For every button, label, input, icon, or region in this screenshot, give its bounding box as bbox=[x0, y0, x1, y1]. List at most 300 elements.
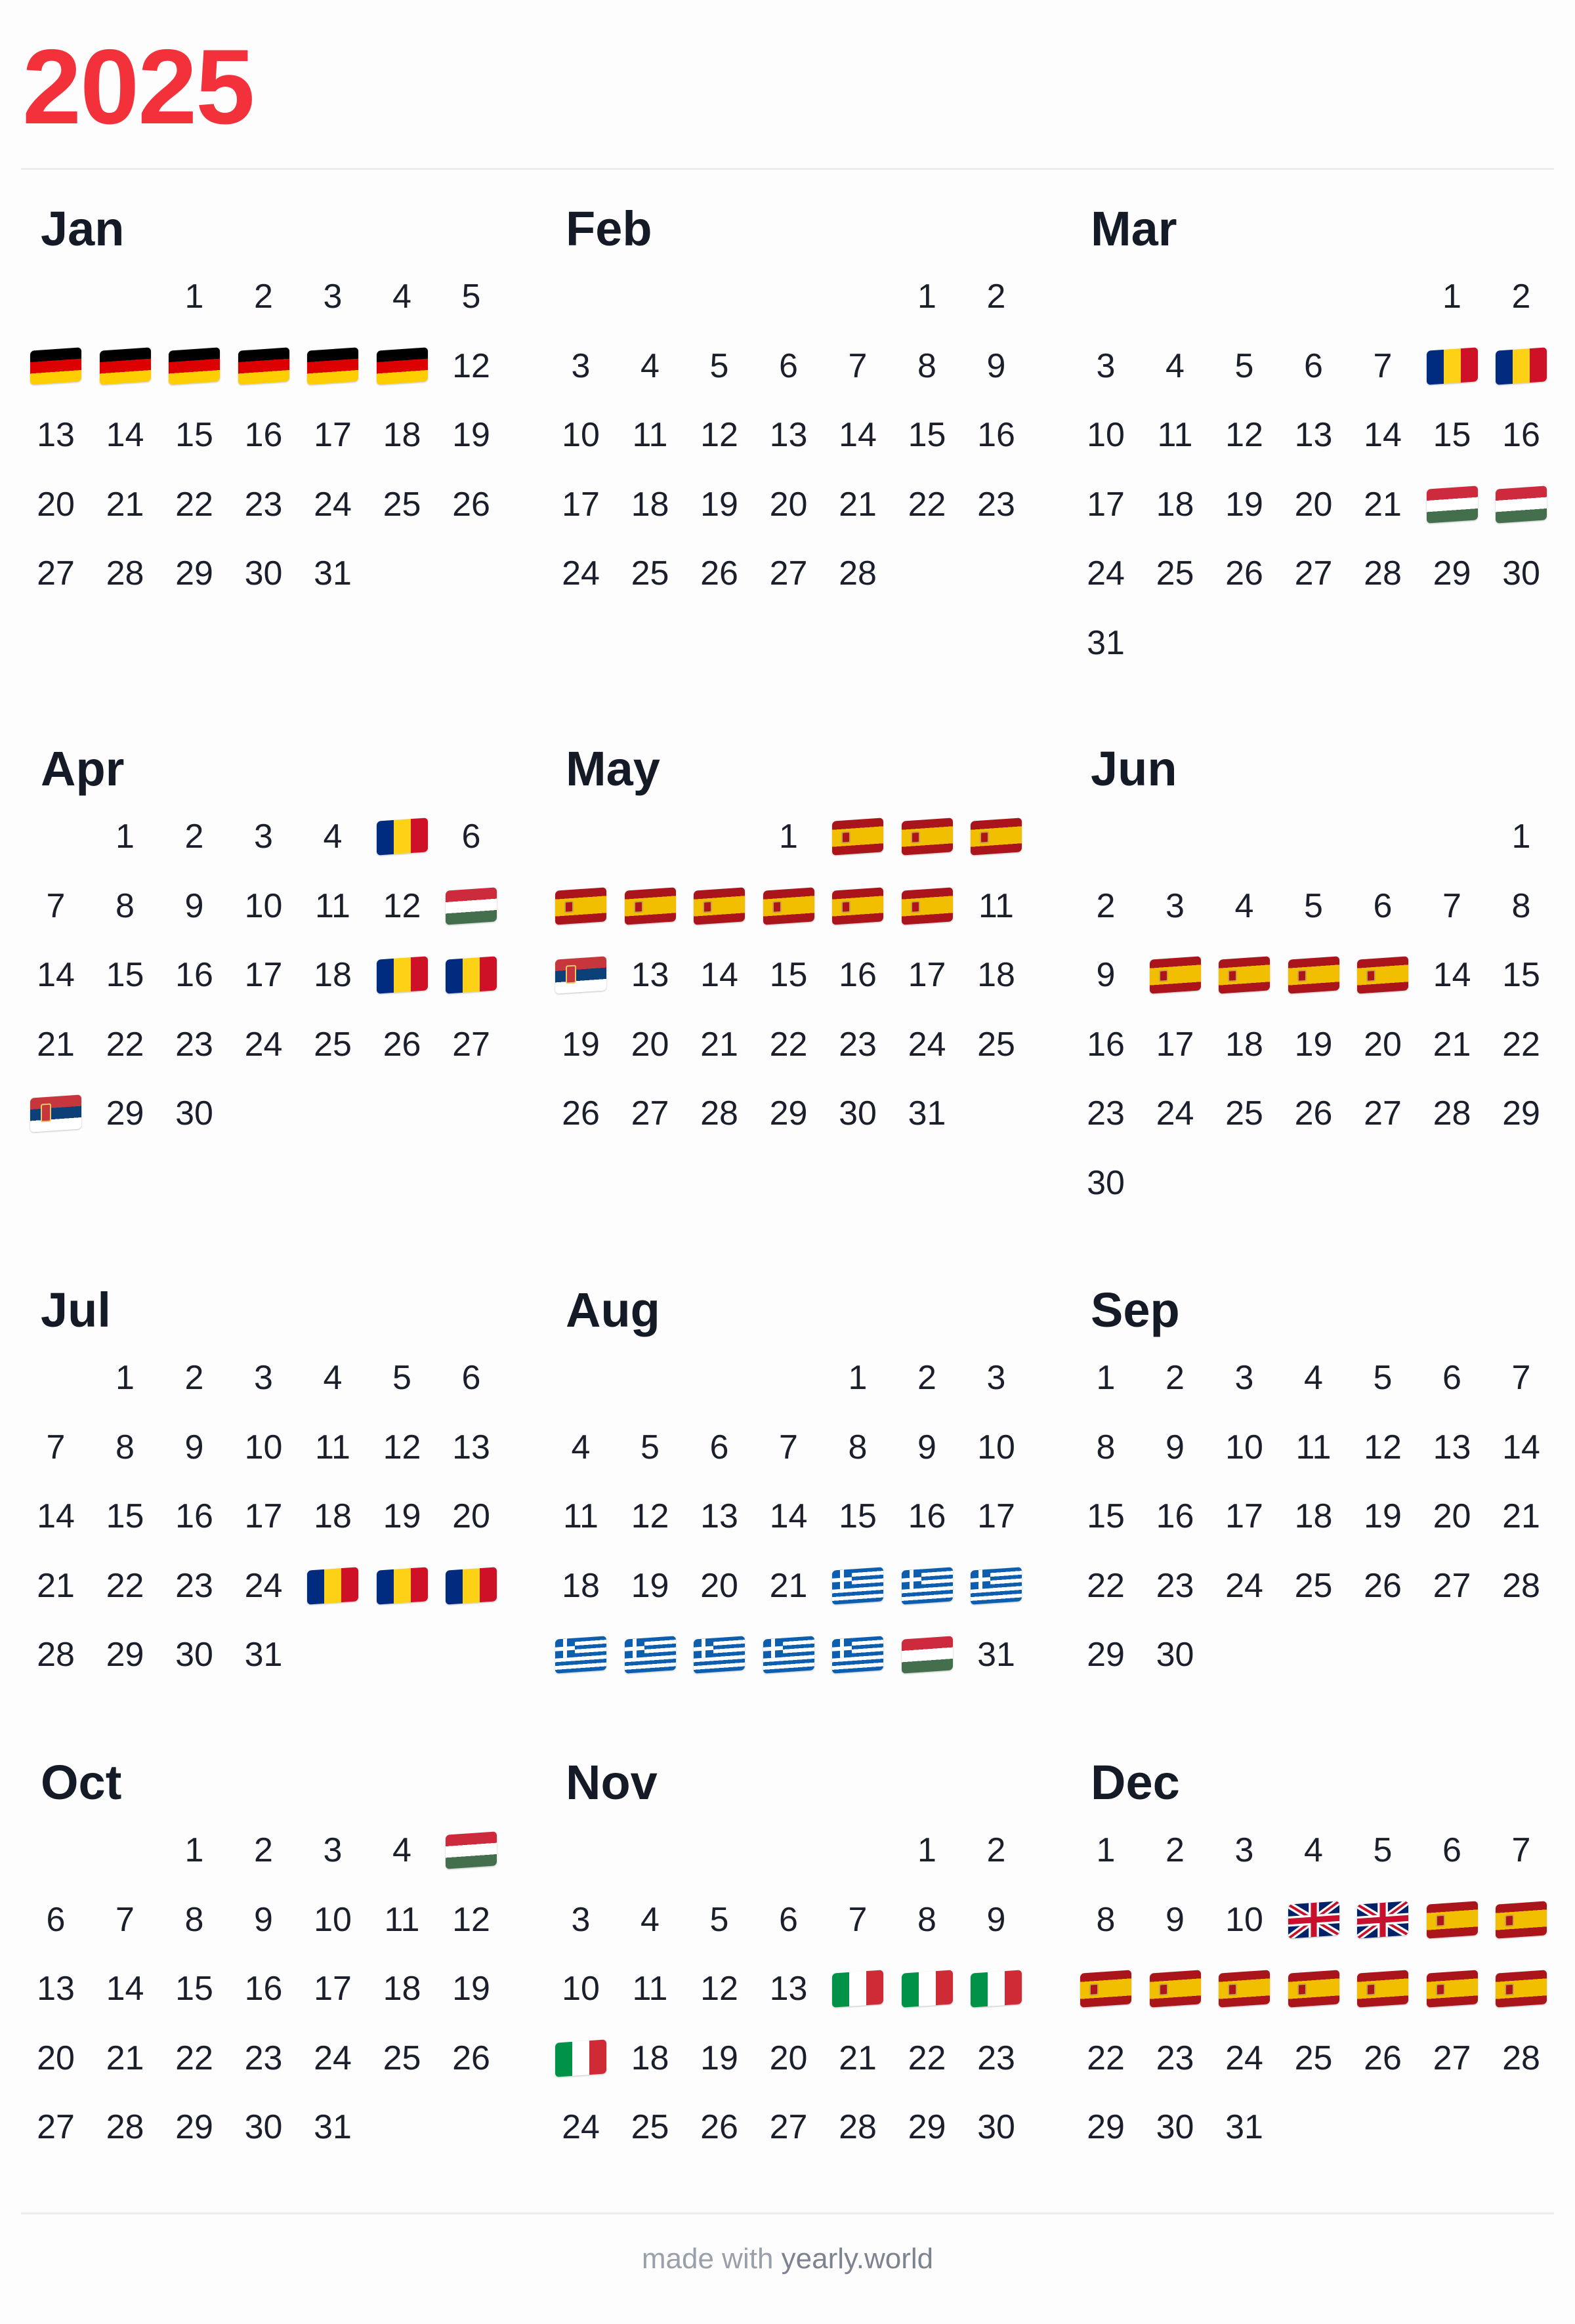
day-cell[interactable] bbox=[160, 340, 228, 392]
day-cell[interactable] bbox=[1487, 270, 1555, 323]
day-cell[interactable] bbox=[1141, 1490, 1209, 1543]
day-cell[interactable] bbox=[299, 1490, 367, 1543]
day-cell[interactable] bbox=[22, 1629, 90, 1681]
day-cell[interactable] bbox=[91, 1490, 159, 1543]
day-cell[interactable] bbox=[962, 2032, 1030, 2085]
day-cell[interactable] bbox=[368, 1560, 436, 1612]
day-cell[interactable] bbox=[368, 1490, 436, 1543]
day-cell[interactable] bbox=[1072, 1560, 1140, 1612]
day-cell[interactable] bbox=[299, 409, 367, 461]
day-cell[interactable] bbox=[230, 1352, 298, 1404]
day-cell[interactable] bbox=[685, 1490, 753, 1543]
day-cell[interactable] bbox=[824, 1629, 892, 1681]
day-cell[interactable] bbox=[685, 880, 753, 932]
day-cell[interactable] bbox=[1487, 1824, 1555, 1877]
day-cell[interactable] bbox=[299, 2032, 367, 2085]
day-cell[interactable] bbox=[893, 1352, 961, 1404]
day-cell[interactable] bbox=[962, 1018, 1030, 1071]
day-cell[interactable] bbox=[616, 478, 684, 531]
day-cell[interactable] bbox=[1349, 547, 1417, 600]
day-cell[interactable] bbox=[893, 1490, 961, 1543]
day-cell[interactable] bbox=[1487, 1018, 1555, 1071]
day-cell[interactable] bbox=[893, 270, 961, 323]
day-cell[interactable] bbox=[1141, 1560, 1209, 1612]
day-cell[interactable] bbox=[299, 1018, 367, 1071]
day-cell[interactable] bbox=[437, 409, 505, 461]
day-cell[interactable] bbox=[160, 1560, 228, 1612]
day-cell[interactable] bbox=[962, 880, 1030, 932]
day-cell[interactable] bbox=[616, 2101, 684, 2153]
day-cell[interactable] bbox=[437, 880, 505, 932]
day-cell[interactable] bbox=[160, 270, 228, 323]
day-cell[interactable] bbox=[91, 1018, 159, 1071]
day-cell[interactable] bbox=[616, 409, 684, 461]
day-cell[interactable] bbox=[91, 1087, 159, 1140]
day-cell[interactable] bbox=[824, 810, 892, 863]
day-cell[interactable] bbox=[437, 1352, 505, 1404]
day-cell[interactable] bbox=[685, 1560, 753, 1612]
day-cell[interactable] bbox=[1280, 880, 1348, 932]
day-cell[interactable] bbox=[1349, 1087, 1417, 1140]
day-cell[interactable] bbox=[230, 2032, 298, 2085]
day-cell[interactable] bbox=[1349, 409, 1417, 461]
day-cell[interactable] bbox=[1141, 547, 1209, 600]
day-cell[interactable] bbox=[1210, 1352, 1278, 1404]
day-cell[interactable] bbox=[1349, 1421, 1417, 1474]
day-cell[interactable] bbox=[160, 949, 228, 1001]
day-cell[interactable] bbox=[755, 880, 823, 932]
day-cell[interactable] bbox=[160, 409, 228, 461]
day-cell[interactable] bbox=[824, 1894, 892, 1946]
day-cell[interactable] bbox=[547, 1629, 615, 1681]
day-cell[interactable] bbox=[616, 547, 684, 600]
day-cell[interactable] bbox=[893, 1560, 961, 1612]
day-cell[interactable] bbox=[1487, 810, 1555, 863]
day-cell[interactable] bbox=[893, 1894, 961, 1946]
day-cell[interactable] bbox=[91, 1894, 159, 1946]
day-cell[interactable] bbox=[368, 1352, 436, 1404]
day-cell[interactable] bbox=[616, 2032, 684, 2085]
day-cell[interactable] bbox=[547, 1018, 615, 1071]
day-cell[interactable] bbox=[160, 1894, 228, 1946]
day-cell[interactable] bbox=[755, 1087, 823, 1140]
day-cell[interactable] bbox=[1418, 1018, 1486, 1071]
day-cell[interactable] bbox=[1072, 617, 1140, 669]
day-cell[interactable] bbox=[962, 270, 1030, 323]
day-cell[interactable] bbox=[299, 1560, 367, 1612]
day-cell[interactable] bbox=[893, 810, 961, 863]
day-cell[interactable] bbox=[1280, 478, 1348, 531]
day-cell[interactable] bbox=[1280, 1087, 1348, 1140]
day-cell[interactable] bbox=[1349, 880, 1417, 932]
day-cell[interactable] bbox=[824, 409, 892, 461]
day-cell[interactable] bbox=[160, 1824, 228, 1877]
day-cell[interactable] bbox=[91, 1421, 159, 1474]
day-cell[interactable] bbox=[1487, 547, 1555, 600]
day-cell[interactable] bbox=[1418, 547, 1486, 600]
day-cell[interactable] bbox=[824, 1087, 892, 1140]
day-cell[interactable] bbox=[299, 1352, 367, 1404]
day-cell[interactable] bbox=[1280, 1962, 1348, 2015]
day-cell[interactable] bbox=[22, 949, 90, 1001]
day-cell[interactable] bbox=[547, 547, 615, 600]
day-cell[interactable] bbox=[160, 1490, 228, 1543]
day-cell[interactable] bbox=[962, 1962, 1030, 2015]
day-cell[interactable] bbox=[1072, 2032, 1140, 2085]
day-cell[interactable] bbox=[299, 949, 367, 1001]
day-cell[interactable] bbox=[299, 880, 367, 932]
day-cell[interactable] bbox=[962, 1352, 1030, 1404]
day-cell[interactable] bbox=[1141, 1352, 1209, 1404]
day-cell[interactable] bbox=[962, 478, 1030, 531]
day-cell[interactable] bbox=[230, 949, 298, 1001]
day-cell[interactable] bbox=[230, 478, 298, 531]
day-cell[interactable] bbox=[1418, 478, 1486, 531]
day-cell[interactable] bbox=[437, 1894, 505, 1946]
day-cell[interactable] bbox=[962, 810, 1030, 863]
day-cell[interactable] bbox=[1418, 880, 1486, 932]
day-cell[interactable] bbox=[893, 1018, 961, 1071]
day-cell[interactable] bbox=[824, 547, 892, 600]
day-cell[interactable] bbox=[1210, 1560, 1278, 1612]
day-cell[interactable] bbox=[824, 340, 892, 392]
day-cell[interactable] bbox=[685, 547, 753, 600]
day-cell[interactable] bbox=[368, 1421, 436, 1474]
day-cell[interactable] bbox=[547, 1087, 615, 1140]
day-cell[interactable] bbox=[1141, 1018, 1209, 1071]
day-cell[interactable] bbox=[437, 949, 505, 1001]
day-cell[interactable] bbox=[1349, 1352, 1417, 1404]
day-cell[interactable] bbox=[1418, 409, 1486, 461]
day-cell[interactable] bbox=[1072, 1962, 1140, 2015]
day-cell[interactable] bbox=[1072, 547, 1140, 600]
day-cell[interactable] bbox=[1210, 1490, 1278, 1543]
day-cell[interactable] bbox=[299, 478, 367, 531]
day-cell[interactable] bbox=[893, 409, 961, 461]
day-cell[interactable] bbox=[1418, 1421, 1486, 1474]
day-cell[interactable] bbox=[91, 949, 159, 1001]
day-cell[interactable] bbox=[824, 1421, 892, 1474]
day-cell[interactable] bbox=[755, 340, 823, 392]
day-cell[interactable] bbox=[368, 478, 436, 531]
day-cell[interactable] bbox=[547, 949, 615, 1001]
day-cell[interactable] bbox=[755, 1560, 823, 1612]
day-cell[interactable] bbox=[685, 1962, 753, 2015]
day-cell[interactable] bbox=[755, 1962, 823, 2015]
day-cell[interactable] bbox=[368, 270, 436, 323]
day-cell[interactable] bbox=[1280, 1490, 1348, 1543]
day-cell[interactable] bbox=[755, 1894, 823, 1946]
day-cell[interactable] bbox=[1072, 1629, 1140, 1681]
day-cell[interactable] bbox=[22, 478, 90, 531]
day-cell[interactable] bbox=[160, 1018, 228, 1071]
day-cell[interactable] bbox=[160, 1352, 228, 1404]
day-cell[interactable] bbox=[91, 1352, 159, 1404]
day-cell[interactable] bbox=[893, 1962, 961, 2015]
day-cell[interactable] bbox=[1280, 1824, 1348, 1877]
day-cell[interactable] bbox=[616, 1560, 684, 1612]
day-cell[interactable] bbox=[437, 1421, 505, 1474]
day-cell[interactable] bbox=[616, 1962, 684, 2015]
day-cell[interactable] bbox=[893, 2101, 961, 2153]
day-cell[interactable] bbox=[893, 478, 961, 531]
day-cell[interactable] bbox=[22, 1018, 90, 1071]
day-cell[interactable] bbox=[1210, 949, 1278, 1001]
day-cell[interactable] bbox=[685, 1421, 753, 1474]
day-cell[interactable] bbox=[437, 810, 505, 863]
day-cell[interactable] bbox=[1072, 1157, 1140, 1209]
day-cell[interactable] bbox=[22, 1962, 90, 2015]
day-cell[interactable] bbox=[1487, 409, 1555, 461]
day-cell[interactable] bbox=[22, 1421, 90, 1474]
day-cell[interactable] bbox=[91, 880, 159, 932]
day-cell[interactable] bbox=[1072, 1352, 1140, 1404]
day-cell[interactable] bbox=[1141, 478, 1209, 531]
day-cell[interactable] bbox=[824, 880, 892, 932]
day-cell[interactable] bbox=[160, 880, 228, 932]
day-cell[interactable] bbox=[893, 880, 961, 932]
day-cell[interactable] bbox=[962, 1894, 1030, 1946]
day-cell[interactable] bbox=[685, 340, 753, 392]
day-cell[interactable] bbox=[368, 1962, 436, 2015]
day-cell[interactable] bbox=[1280, 547, 1348, 600]
day-cell[interactable] bbox=[368, 340, 436, 392]
day-cell[interactable] bbox=[368, 1018, 436, 1071]
day-cell[interactable] bbox=[299, 1962, 367, 2015]
day-cell[interactable] bbox=[616, 1421, 684, 1474]
day-cell[interactable] bbox=[1418, 340, 1486, 392]
day-cell[interactable] bbox=[1141, 1421, 1209, 1474]
day-cell[interactable] bbox=[824, 478, 892, 531]
day-cell[interactable] bbox=[824, 1490, 892, 1543]
day-cell[interactable] bbox=[91, 810, 159, 863]
day-cell[interactable] bbox=[1418, 1490, 1486, 1543]
day-cell[interactable] bbox=[1072, 1421, 1140, 1474]
day-cell[interactable] bbox=[160, 2032, 228, 2085]
day-cell[interactable] bbox=[962, 340, 1030, 392]
day-cell[interactable] bbox=[1210, 1018, 1278, 1071]
day-cell[interactable] bbox=[1280, 1018, 1348, 1071]
day-cell[interactable] bbox=[1210, 547, 1278, 600]
day-cell[interactable] bbox=[755, 1018, 823, 1071]
day-cell[interactable] bbox=[299, 1824, 367, 1877]
day-cell[interactable] bbox=[160, 547, 228, 600]
day-cell[interactable] bbox=[299, 2101, 367, 2153]
day-cell[interactable] bbox=[1280, 1894, 1348, 1946]
day-cell[interactable] bbox=[1349, 1894, 1417, 1946]
day-cell[interactable] bbox=[160, 478, 228, 531]
day-cell[interactable] bbox=[1210, 409, 1278, 461]
day-cell[interactable] bbox=[1141, 1894, 1209, 1946]
day-cell[interactable] bbox=[755, 949, 823, 1001]
day-cell[interactable] bbox=[547, 1560, 615, 1612]
day-cell[interactable] bbox=[1210, 1894, 1278, 1946]
day-cell[interactable] bbox=[230, 547, 298, 600]
day-cell[interactable] bbox=[685, 949, 753, 1001]
day-cell[interactable] bbox=[1418, 1894, 1486, 1946]
day-cell[interactable] bbox=[755, 478, 823, 531]
day-cell[interactable] bbox=[824, 2101, 892, 2153]
day-cell[interactable] bbox=[1280, 409, 1348, 461]
day-cell[interactable] bbox=[1141, 409, 1209, 461]
day-cell[interactable] bbox=[1487, 1962, 1555, 2015]
day-cell[interactable] bbox=[685, 2032, 753, 2085]
day-cell[interactable] bbox=[755, 1421, 823, 1474]
day-cell[interactable] bbox=[616, 949, 684, 1001]
day-cell[interactable] bbox=[160, 810, 228, 863]
day-cell[interactable] bbox=[1210, 1824, 1278, 1877]
day-cell[interactable] bbox=[437, 1824, 505, 1877]
day-cell[interactable] bbox=[230, 1018, 298, 1071]
day-cell[interactable] bbox=[1349, 949, 1417, 1001]
day-cell[interactable] bbox=[962, 949, 1030, 1001]
day-cell[interactable] bbox=[547, 409, 615, 461]
day-cell[interactable] bbox=[755, 2032, 823, 2085]
day-cell[interactable] bbox=[1487, 880, 1555, 932]
day-cell[interactable] bbox=[1280, 1421, 1348, 1474]
day-cell[interactable] bbox=[1141, 949, 1209, 1001]
day-cell[interactable] bbox=[1280, 1352, 1348, 1404]
day-cell[interactable] bbox=[230, 270, 298, 323]
day-cell[interactable] bbox=[437, 270, 505, 323]
day-cell[interactable] bbox=[22, 880, 90, 932]
day-cell[interactable] bbox=[1072, 2101, 1140, 2153]
day-cell[interactable] bbox=[1418, 949, 1486, 1001]
day-cell[interactable] bbox=[893, 1824, 961, 1877]
day-cell[interactable] bbox=[755, 547, 823, 600]
day-cell[interactable] bbox=[962, 1421, 1030, 1474]
day-cell[interactable] bbox=[91, 1962, 159, 2015]
day-cell[interactable] bbox=[616, 1087, 684, 1140]
day-cell[interactable] bbox=[230, 1490, 298, 1543]
day-cell[interactable] bbox=[1072, 949, 1140, 1001]
day-cell[interactable] bbox=[616, 880, 684, 932]
day-cell[interactable] bbox=[1280, 2032, 1348, 2085]
day-cell[interactable] bbox=[22, 340, 90, 392]
day-cell[interactable] bbox=[1349, 1018, 1417, 1071]
day-cell[interactable] bbox=[547, 2032, 615, 2085]
day-cell[interactable] bbox=[22, 409, 90, 461]
day-cell[interactable] bbox=[685, 2101, 753, 2153]
day-cell[interactable] bbox=[755, 810, 823, 863]
day-cell[interactable] bbox=[616, 1894, 684, 1946]
footer-credit[interactable] bbox=[0, 2243, 1575, 2275]
day-cell[interactable] bbox=[91, 2032, 159, 2085]
day-cell[interactable] bbox=[616, 340, 684, 392]
day-cell[interactable] bbox=[22, 1490, 90, 1543]
day-cell[interactable] bbox=[1280, 1560, 1348, 1612]
day-cell[interactable] bbox=[1210, 2101, 1278, 2153]
day-cell[interactable] bbox=[755, 1629, 823, 1681]
day-cell[interactable] bbox=[824, 949, 892, 1001]
day-cell[interactable] bbox=[437, 1560, 505, 1612]
day-cell[interactable] bbox=[91, 547, 159, 600]
day-cell[interactable] bbox=[1349, 2032, 1417, 2085]
day-cell[interactable] bbox=[962, 1560, 1030, 1612]
day-cell[interactable] bbox=[1210, 2032, 1278, 2085]
day-cell[interactable] bbox=[1210, 340, 1278, 392]
day-cell[interactable] bbox=[616, 1490, 684, 1543]
day-cell[interactable] bbox=[616, 1018, 684, 1071]
day-cell[interactable] bbox=[230, 409, 298, 461]
day-cell[interactable] bbox=[1487, 2032, 1555, 2085]
day-cell[interactable] bbox=[1349, 1962, 1417, 2015]
day-cell[interactable] bbox=[22, 547, 90, 600]
day-cell[interactable] bbox=[437, 1490, 505, 1543]
day-cell[interactable] bbox=[1418, 1824, 1486, 1877]
day-cell[interactable] bbox=[1487, 1560, 1555, 1612]
day-cell[interactable] bbox=[1141, 1629, 1209, 1681]
day-cell[interactable] bbox=[230, 1824, 298, 1877]
day-cell[interactable] bbox=[1280, 949, 1348, 1001]
day-cell[interactable] bbox=[437, 478, 505, 531]
day-cell[interactable] bbox=[437, 340, 505, 392]
day-cell[interactable] bbox=[1418, 1352, 1486, 1404]
day-cell[interactable] bbox=[1349, 340, 1417, 392]
day-cell[interactable] bbox=[893, 1087, 961, 1140]
day-cell[interactable] bbox=[893, 1629, 961, 1681]
day-cell[interactable] bbox=[230, 1421, 298, 1474]
day-cell[interactable] bbox=[1141, 340, 1209, 392]
day-cell[interactable] bbox=[1349, 1824, 1417, 1877]
day-cell[interactable] bbox=[368, 949, 436, 1001]
day-cell[interactable] bbox=[230, 1629, 298, 1681]
day-cell[interactable] bbox=[1280, 340, 1348, 392]
day-cell[interactable] bbox=[755, 2101, 823, 2153]
day-cell[interactable] bbox=[1487, 1894, 1555, 1946]
day-cell[interactable] bbox=[437, 1962, 505, 2015]
day-cell[interactable] bbox=[1072, 478, 1140, 531]
day-cell[interactable] bbox=[824, 1962, 892, 2015]
day-cell[interactable] bbox=[824, 1560, 892, 1612]
day-cell[interactable] bbox=[755, 409, 823, 461]
day-cell[interactable] bbox=[1487, 478, 1555, 531]
day-cell[interactable] bbox=[685, 1018, 753, 1071]
day-cell[interactable] bbox=[368, 1894, 436, 1946]
day-cell[interactable] bbox=[685, 409, 753, 461]
day-cell[interactable] bbox=[368, 2032, 436, 2085]
day-cell[interactable] bbox=[547, 478, 615, 531]
day-cell[interactable] bbox=[685, 1087, 753, 1140]
day-cell[interactable] bbox=[160, 1421, 228, 1474]
day-cell[interactable] bbox=[893, 949, 961, 1001]
day-cell[interactable] bbox=[1487, 1421, 1555, 1474]
day-cell[interactable] bbox=[22, 2101, 90, 2153]
footer-site-link[interactable]: yearly.world bbox=[781, 2243, 934, 2275]
day-cell[interactable] bbox=[22, 2032, 90, 2085]
day-cell[interactable] bbox=[368, 1824, 436, 1877]
day-cell[interactable] bbox=[91, 409, 159, 461]
day-cell[interactable] bbox=[547, 1962, 615, 2015]
day-cell[interactable] bbox=[962, 1490, 1030, 1543]
day-cell[interactable] bbox=[230, 1962, 298, 2015]
day-cell[interactable] bbox=[1210, 1421, 1278, 1474]
day-cell[interactable] bbox=[1141, 880, 1209, 932]
day-cell[interactable] bbox=[1487, 1087, 1555, 1140]
day-cell[interactable] bbox=[230, 1894, 298, 1946]
day-cell[interactable] bbox=[1141, 2101, 1209, 2153]
day-cell[interactable] bbox=[368, 409, 436, 461]
day-cell[interactable] bbox=[685, 478, 753, 531]
day-cell[interactable] bbox=[91, 2101, 159, 2153]
day-cell[interactable] bbox=[1072, 409, 1140, 461]
day-cell[interactable] bbox=[1072, 1018, 1140, 1071]
day-cell[interactable] bbox=[299, 270, 367, 323]
day-cell[interactable] bbox=[22, 1087, 90, 1140]
day-cell[interactable] bbox=[1487, 340, 1555, 392]
day-cell[interactable] bbox=[1072, 1894, 1140, 1946]
day-cell[interactable] bbox=[437, 1018, 505, 1071]
